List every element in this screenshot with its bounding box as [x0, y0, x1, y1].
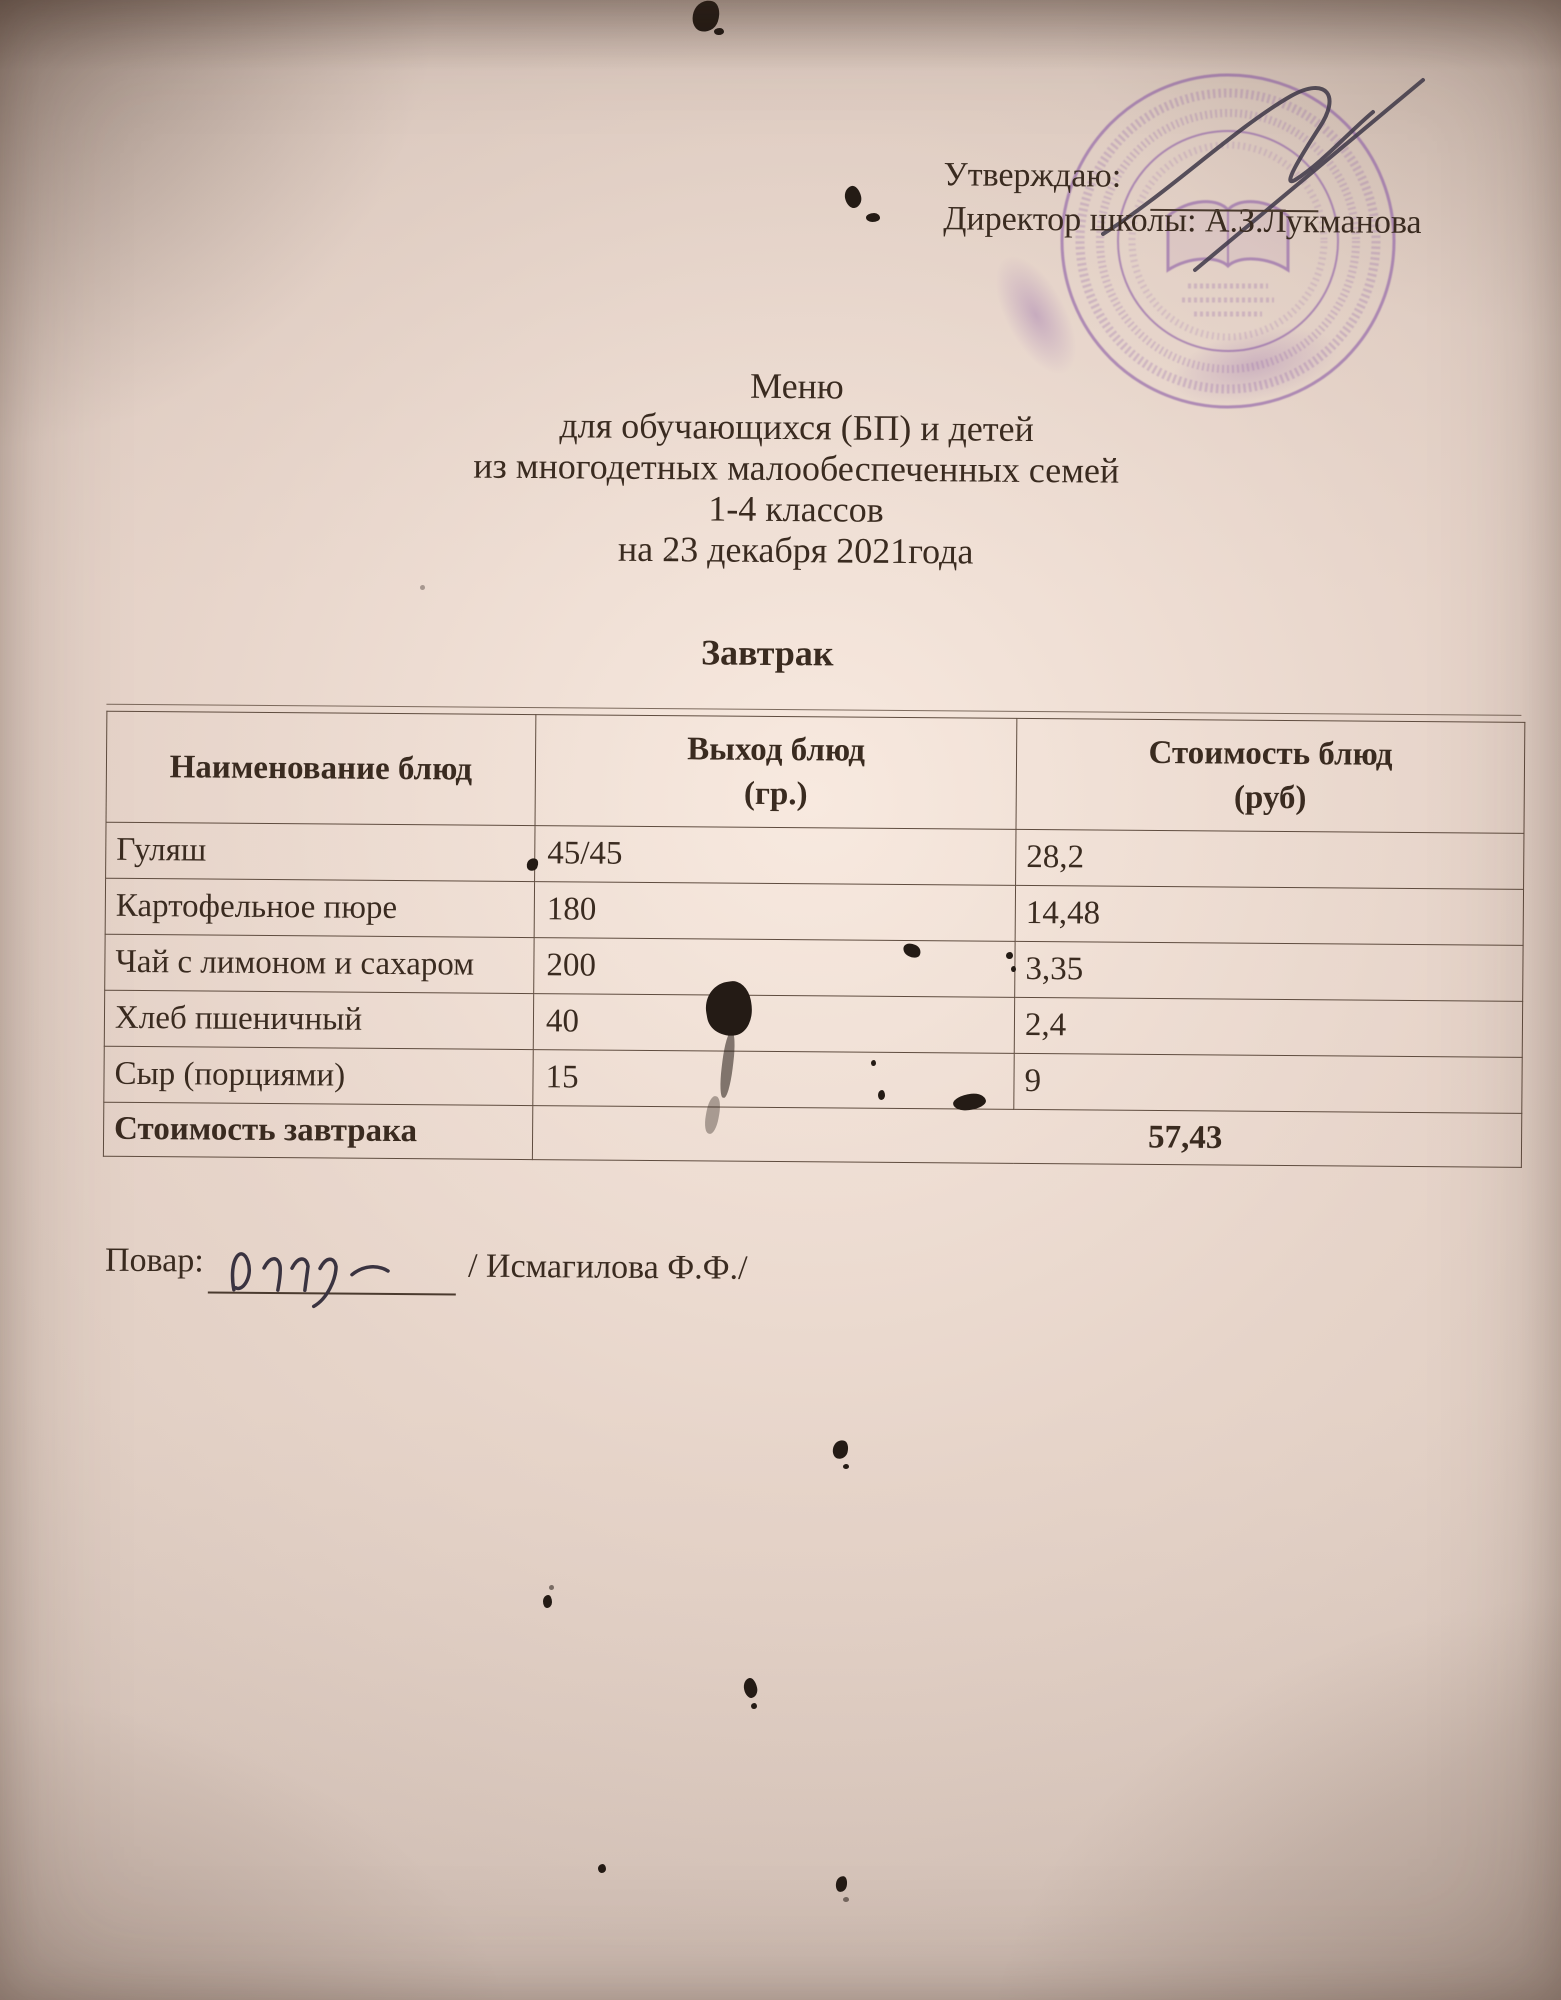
document-title	[26, 360, 1561, 577]
ink-blot	[714, 28, 724, 35]
ink-blot	[543, 1595, 552, 1608]
title-line-4: 1-4 классов	[708, 488, 884, 530]
ink-blot	[1006, 952, 1013, 959]
header-dish-output-line2: (гр.)	[743, 775, 808, 813]
dish-price: 14,48	[1015, 885, 1523, 945]
dish-price: 9	[1014, 1053, 1522, 1113]
menu-table	[103, 711, 1525, 1168]
header-dish-output	[535, 715, 1017, 830]
cook-label: Повар:	[104, 1241, 204, 1280]
section-heading: Завтрак	[700, 632, 834, 674]
dish-output: 200	[534, 938, 1015, 998]
header-dish-price-line2: (руб)	[1233, 779, 1307, 817]
header-dish-price	[1016, 718, 1525, 833]
title-line-3: из многодетных малообеспеченных семей	[473, 445, 1120, 491]
dish-output: 40	[533, 994, 1014, 1054]
title-line-5: на 23 декабря 2021года	[617, 528, 974, 572]
director-line: Директор школы: А.З.Лукманова	[943, 200, 1422, 242]
dish-name: Картофельное пюре	[105, 878, 534, 937]
title-line-2: для обучающихся (БП) и детей	[559, 405, 1035, 450]
ink-blot	[751, 1703, 757, 1709]
total-value: 57,43	[1147, 1118, 1223, 1156]
dish-price: 3,35	[1015, 941, 1523, 1001]
total-value-cell	[532, 1106, 1521, 1168]
dish-name: Хлеб пшеничный	[104, 990, 533, 1049]
ink-blot	[843, 1897, 849, 1902]
dish-price: 2,4	[1014, 997, 1522, 1057]
dish-name: Чай с лимоном и сахаром	[105, 934, 534, 993]
title-line-1: Меню	[749, 365, 844, 407]
dish-output: 45/45	[535, 826, 1016, 886]
ink-blot	[1011, 966, 1016, 972]
ink-blot	[420, 585, 425, 590]
table-header-row	[106, 711, 1525, 833]
dish-output: 180	[534, 882, 1015, 942]
dish-name: Гуляш	[106, 822, 535, 881]
dish-output: 15	[533, 1050, 1014, 1110]
ink-blot	[668, 556, 672, 561]
header-dish-name: Наименование блюд	[106, 711, 536, 825]
cook-name: / Исмагилова Ф.Ф./	[467, 1247, 748, 1287]
table-total-row	[103, 1102, 1521, 1167]
header-dish-output-line1: Выход блюд	[687, 731, 866, 769]
ink-blot	[549, 1585, 554, 1590]
header-dish-price-line1: Стоимость блюд	[1148, 734, 1393, 773]
dish-name: Сыр (порциями)	[104, 1046, 533, 1105]
approve-label: Утверждаю:	[943, 156, 1122, 195]
approval-block	[943, 153, 1422, 245]
cook-signature	[212, 1228, 453, 1310]
ink-blot	[598, 1864, 606, 1873]
ink-blot	[871, 1060, 876, 1066]
total-label: Стоимость завтрака	[103, 1102, 532, 1159]
dish-price: 28,2	[1016, 829, 1524, 889]
ink-blot	[878, 1090, 885, 1100]
ink-blot	[843, 1464, 849, 1469]
ink-blot	[866, 213, 880, 222]
